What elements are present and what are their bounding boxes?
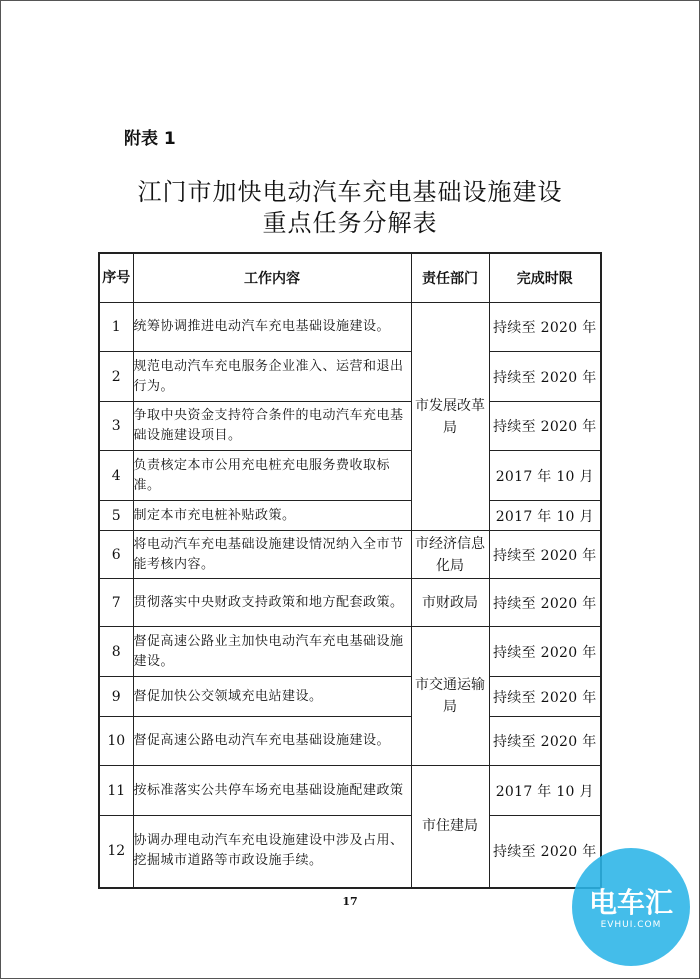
header-content: 工作内容 <box>133 253 411 303</box>
row-no: 3 <box>99 402 133 451</box>
row-dept: 市住建局 <box>411 766 489 888</box>
row-content: 制定本市充电桩补贴政策。 <box>133 501 411 531</box>
row-no: 5 <box>99 501 133 531</box>
row-no: 10 <box>99 717 133 766</box>
task-table <box>98 252 602 889</box>
row-deadline: 持续至 2020 年 <box>489 579 601 627</box>
row-no: 8 <box>99 627 133 677</box>
table-row <box>99 627 601 677</box>
row-content: 贯彻落实中央财政支持政策和地方配套政策。 <box>133 579 411 627</box>
header-no: 序号 <box>99 253 133 303</box>
table-row <box>99 451 601 501</box>
evhui-logo <box>572 848 690 966</box>
row-content: 负责核定本市公用充电桩充电服务费收取标准。 <box>133 451 411 501</box>
row-content: 按标准落实公共停车场充电基础设施配建政策 <box>133 766 411 816</box>
row-no: 4 <box>99 451 133 501</box>
row-content: 督促高速公路电动汽车充电基础设施建设。 <box>133 717 411 766</box>
table-header-row <box>99 253 601 303</box>
row-deadline: 持续至 2020 年 <box>489 717 601 766</box>
table-row <box>99 677 601 717</box>
table-row <box>99 501 601 531</box>
row-no: 2 <box>99 352 133 402</box>
row-deadline: 持续至 2020 年 <box>489 402 601 451</box>
row-content: 督促高速公路业主加快电动汽车充电基础设施建设。 <box>133 627 411 677</box>
row-deadline: 2017 年 10 月 <box>489 501 601 531</box>
header-dept: 责任部门 <box>411 253 489 303</box>
row-dept: 市财政局 <box>411 579 489 627</box>
document-title-line2: 重点任务分解表 <box>262 209 438 237</box>
table-row <box>99 816 601 888</box>
row-no: 9 <box>99 677 133 717</box>
row-deadline: 持续至 2020 年 <box>489 303 601 352</box>
row-deadline: 持续至 2020 年 <box>489 352 601 402</box>
table-row <box>99 579 601 627</box>
table-row <box>99 303 601 352</box>
document-title-line1: 江门市加快电动汽车充电基础设施建设 <box>137 178 563 206</box>
table-row <box>99 766 601 816</box>
table-row <box>99 717 601 766</box>
row-no: 11 <box>99 766 133 816</box>
row-content: 统筹协调推进电动汽车充电基础设施建设。 <box>133 303 411 352</box>
row-deadline: 2017 年 10 月 <box>489 766 601 816</box>
row-deadline: 持续至 2020 年 <box>489 677 601 717</box>
row-content: 争取中央资金支持符合条件的电动汽车充电基础设施建设项目。 <box>133 402 411 451</box>
attachment-label: 附表 1 <box>124 129 176 149</box>
row-content: 规范电动汽车充电服务企业准入、运营和退出行为。 <box>133 352 411 402</box>
row-no: 12 <box>99 816 133 888</box>
row-content: 督促加快公交领域充电站建设。 <box>133 677 411 717</box>
table-row <box>99 531 601 579</box>
page-number: 17 <box>342 895 358 908</box>
logo-brand-text: 电车汇 <box>588 886 673 919</box>
row-content: 协调办理电动汽车充电设施建设中涉及占用、挖掘城市道路等市政设施手续。 <box>133 816 411 888</box>
row-no: 6 <box>99 531 133 579</box>
row-dept: 市经济信息化局 <box>411 531 489 579</box>
row-deadline: 持续至 2020 年 <box>489 816 601 888</box>
row-deadline: 2017 年 10 月 <box>489 451 601 501</box>
logo-domain-text: EVHUI.COM <box>600 920 662 930</box>
row-dept: 市交通运输局 <box>411 627 489 766</box>
table-row <box>99 402 601 451</box>
header-deadline: 完成时限 <box>489 253 601 303</box>
row-no: 7 <box>99 579 133 627</box>
row-deadline: 持续至 2020 年 <box>489 627 601 677</box>
table-row <box>99 352 601 402</box>
row-no: 1 <box>99 303 133 352</box>
row-deadline: 持续至 2020 年 <box>489 531 601 579</box>
row-dept: 市发展改革局 <box>411 303 489 531</box>
row-content: 将电动汽车充电基础设施建设情况纳入全市节能考核内容。 <box>133 531 411 579</box>
